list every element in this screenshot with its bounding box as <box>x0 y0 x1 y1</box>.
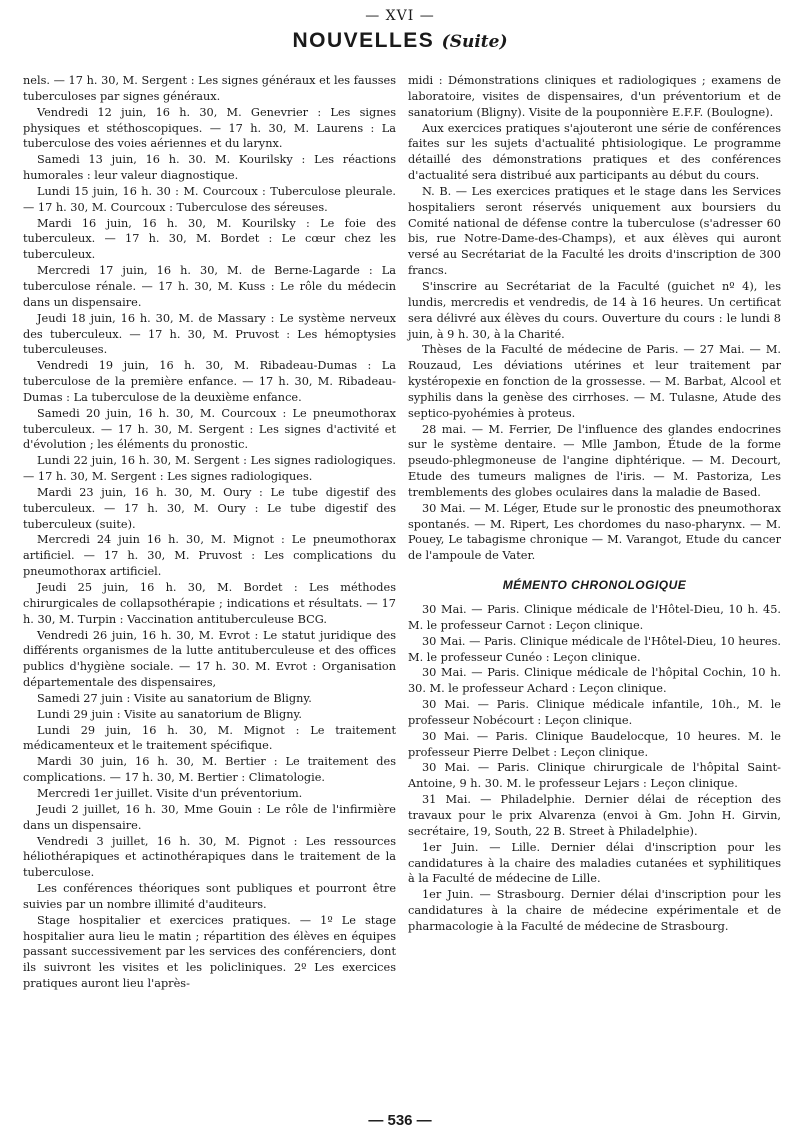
page-title <box>0 29 800 53</box>
paragraph: Thèses de la Faculté de médecine de Paris. — 27 Mai. — M. Rouzaud, Les déviations utérines et leur traitement par kystéropexie en fonction de la grossesse. — M. Barbat, Alcool et syphilis dans la genèse des cirrhoses. — M. Tulasne, Atude des septico-pyohémies à proteus. <box>408 343 781 420</box>
paragraph: Lundi 15 juin, 16 h. 30 : M. Courcoux : Tuberculose pleurale. — 17 h. 30, M. Courcoux : Tuberculose des séreuses. <box>23 184 396 214</box>
paragraph: Samedi 13 juin, 16 h. 30. M. Kourilsky : Les réactions humorales : leur valeur diagnostique. <box>23 153 396 183</box>
paragraph: Mardi 30 juin, 16 h. 30, M. Bertier : Le traitement des complications. — 17 h. 30, M. Bertier : Climatologie. <box>23 755 396 785</box>
paragraph: Vendredi 12 juin, 16 h. 30, M. Genevrier : Les signes physiques et stéthoscopiques. — 17 h. 30, M. Laurens : La tuberculose des voies aériennes et du larynx. <box>23 105 396 151</box>
paragraph: Jeudi 18 juin, 16 h. 30, M. de Massary : Le système nerveux des tuberculeux. — 17 h. 30, M. Pruvost : Les hémoptysies tuberculeuses. <box>23 311 396 357</box>
paragraph: nels. — 17 h. 30, M. Sergent : Les signes généraux et les fausses tuberculoses par signes généraux. <box>23 74 396 103</box>
paragraph: Jeudi 2 juillet, 16 h. 30, Mme Gouin : Le rôle de l'infirmière dans un dispensaire. <box>23 802 396 832</box>
paragraph: Mardi 23 juin, 16 h. 30, M. Oury : Le tube digestif des tuberculeux. — 17 h. 30, M. Oury : Le tube digestif des tuberculeux (suite). <box>23 485 396 531</box>
title-suite: (Suite) <box>441 32 508 52</box>
right-column <box>408 73 781 935</box>
paragraph: S'inscrire au Secrétariat de la Faculté (guichet nº 4), les lundis, mercredis et vendredis, de 14 à 16 heures. Un certificat sera délivré aux élèves du cours. Ouverture du cours : le lundi 8 juin, à 9 h. 30, à la Charité. <box>408 279 781 341</box>
title-main: NOUVELLES <box>292 29 435 52</box>
memento-item: 30 Mai. — Paris. Clinique Baudelocque, 10 heures. M. le professeur Pierre Delbet : Leçon clinique. <box>408 729 781 759</box>
memento-heading: MÉMENTO CHRONOLOGIQUE <box>502 578 687 593</box>
paragraph: Mercredi 1er juillet. Visite d'un préventorium. <box>37 786 303 800</box>
paragraph: N. B. — Les exercices pratiques et le stage dans les Services hospitaliers seront réservés uniquement aux boursiers du Comité national de défense contre la tuberculose (s'adresser 60 bis, rue Notre-Dame-des-Champs), et aux élèves qui auront versé au Secrétariat de la Faculté les droits d'inscription de 300 francs. <box>408 184 781 278</box>
memento-item: 1er Juin. — Lille. Dernier délai d'inscription pour les candidatures à la chaire des maladies cutanées et syphilitiques à la Faculté de médecine de Lille. <box>408 840 781 886</box>
paragraph: Samedi 27 juin : Visite au sanatorium de Bligny. <box>37 691 312 705</box>
paragraph: Les conférences théoriques sont publiques et pourront être suivies par un nombre illimité d'auditeurs. <box>23 882 396 911</box>
memento-item: 31 Mai. — Philadelphie. Dernier délai de réception des travaux pour le prix Alvarenza (envoi à Gm. John H. Girvin, secrétaire, 19, South, 22 B. Street à Philadelphie). <box>408 793 781 838</box>
paragraph: Mardi 16 juin, 16 h. 30, M. Kourilsky : Le foie des tuberculeux. — 17 h. 30, M. Bordet : Le cœur chez les tuberculeux. <box>23 216 396 262</box>
memento-item: 30 Mai. — Paris. Clinique chirurgicale de l'hôpital Saint-Antoine, 9 h. 30. M. le professeur Lejars : Leçon clinique. <box>408 761 781 791</box>
paragraph: Vendredi 3 juillet, 16 h. 30, M. Pignot : Les ressources héliothérapiques et actinothérapiques dans le traitement de la tuberculose. <box>23 834 396 880</box>
paragraph: Mercredi 24 juin 16 h. 30, M. Mignot : Le pneumothorax artificiel. — 17 h. 30, M. Pruvost : Les complications du pneumothorax artificiel. <box>23 533 396 579</box>
memento-item: 30 Mai. — Paris. Clinique médicale de l'Hôtel-Dieu, 10 h. 45. M. le professeur Carnot : Leçon clinique. <box>408 603 781 632</box>
memento-item: 30 Mai. — Paris. Clinique médicale de l'Hôtel-Dieu, 10 heures. M. le professeur Cunéo : Leçon clinique. <box>408 634 781 664</box>
left-column <box>23 73 396 992</box>
paragraph: Aux exercices pratiques s'ajouteront une série de conférences faites sur les sujets d'actualité phtisiologique. Le programme détaillé des démonstrations pratiques et des conférences d'actualité sera distribué aux participants au début du cours. <box>408 121 781 183</box>
paragraph: Lundi 29 juin, 16 h. 30, M. Mignot : Le traitement médicamenteux et le traitement spécifique. <box>23 723 396 753</box>
paragraph: Lundi 22 juin, 16 h. 30, M. Sergent : Les signes radiologiques. — 17 h. 30, M. Sergent : Les signes radiologiques. <box>23 454 396 484</box>
memento-item: 30 Mai. — Paris. Clinique médicale infantile, 10h., M. le professeur Nobécourt : Leçon clinique. <box>408 698 781 727</box>
paragraph: midi : Démonstrations cliniques et radiologiques ; examens de laboratoire, visites de dispensaires, d'un préventorium et de sanatorium (Bligny). Visite de la pouponnière E.F.F. (Boulogne). <box>408 74 781 119</box>
paragraph: Vendredi 26 juin, 16 h. 30, M. Evrot : Le statut juridique des différents organismes de la lutte antituberculeuse et des offices publics d'hygiène sociale. — 17 h. 30. M. Evrot : Organisation départementale des dispensaires, <box>23 628 396 690</box>
paragraph: Mercredi 17 juin, 16 h. 30, M. de Berne-Lagarde : La tuberculose rénale. — 17 h. 30, M. Kuss : Le rôle du médecin dans un dispensaire. <box>23 264 396 309</box>
paragraph: 30 Mai. — M. Léger, Etude sur le pronostic des pneumothorax spontanés. — M. Ripert, Les chordomes du naso-pharynx. — M. Pouey, Le tabagisme chronique — M. Varangot, Etude du cancer de l'ampoule de Vater. <box>408 501 781 563</box>
page-roman-number: — XVI — <box>365 8 435 24</box>
paragraph: Lundi 29 juin : Visite au sanatorium de Bligny. <box>37 707 303 721</box>
paragraph: Jeudi 25 juin, 16 h. 30, M. Bordet : Les méthodes chirurgicales de collapsothérapie ; indications et résultats. — 17 h. 30, M. Turpin : Vaccination antituberculeuse BCG. <box>23 581 396 626</box>
memento-item: 30 Mai. — Paris. Clinique médicale de l'hôpital Cochin, 10 h. 30. M. le professeur Achard : Leçon clinique. <box>408 666 781 696</box>
memento-item: 1er Juin. — Strasbourg. Dernier délai d'inscription pour les candidatures à la chaire de médecine expérimentale et de pharmacologie à la Faculté de médecine de Strasbourg. <box>408 888 781 933</box>
paragraph: Stage hospitalier et exercices pratiques. — 1º Le stage hospitalier aura lieu le matin ; répartition des élèves en équipes passant successivement par les services des conférenciers, dont ils suivront les visites et les policliniques. 2º Les exercices pratiques auront lieu l'après- <box>23 913 396 991</box>
paragraph: Samedi 20 juin, 16 h. 30, M. Courcoux : Le pneumothorax tuberculeux. — 17 h. 30, M. Sergent : Les signes d'activité et d'évolution ; les éléments du pronostic. <box>23 406 396 452</box>
page-number: — 536 — <box>368 1112 432 1129</box>
paragraph: 28 mai. — M. Ferrier, De l'influence des glandes endocrines sur le système dentaire. — Mlle Jambon, Étude de la forme pseudo-phlegmoneuse de l'angine diphtérique. — M. Decourt, Etude des tumeurs malignes de l'iris. — M. Pastoriza, Les tremblements des globes oculaires dans la maladie de Based. <box>408 422 781 499</box>
paragraph: Vendredi 19 juin, 16 h. 30, M. Ribadeau-Dumas : La tuberculose de la première enfance. — 17 h. 30, M. Ribadeau-Dumas : La tuberculose de la deuxième enfance. <box>23 359 396 404</box>
